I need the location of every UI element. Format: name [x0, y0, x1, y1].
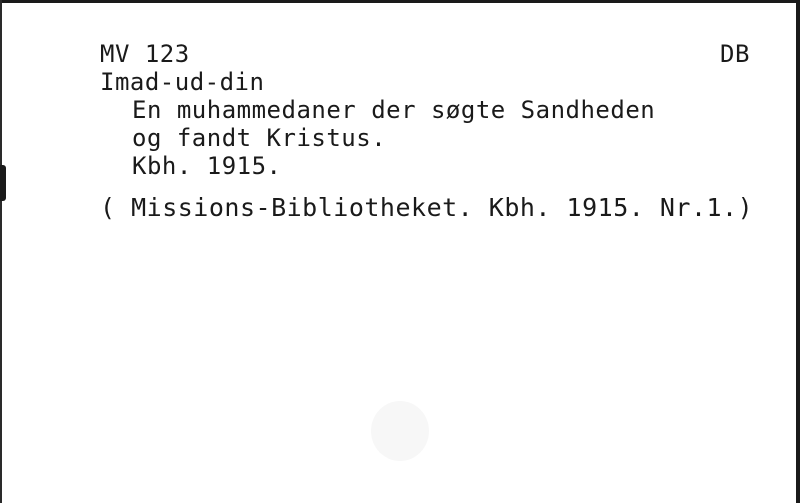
title-line-2: og fandt Kristus. — [132, 124, 387, 152]
card-edge-mark — [0, 165, 6, 201]
card-punch-hole — [371, 401, 429, 461]
publication-info: Kbh. 1915. — [132, 152, 282, 180]
card-right-edge — [796, 0, 800, 503]
author-heading: Imad-ud-din — [100, 68, 265, 96]
call-number: MV 123 — [100, 40, 190, 68]
card-left-edge — [0, 0, 2, 503]
series-statement: ( Missions-Bibliotheket. Kbh. 1915. Nr.1.) — [100, 193, 754, 222]
title-line-1: En muhammedaner der søgte Sandheden — [132, 96, 656, 124]
card-top-edge — [0, 0, 800, 3]
location-code: DB — [720, 40, 750, 68]
